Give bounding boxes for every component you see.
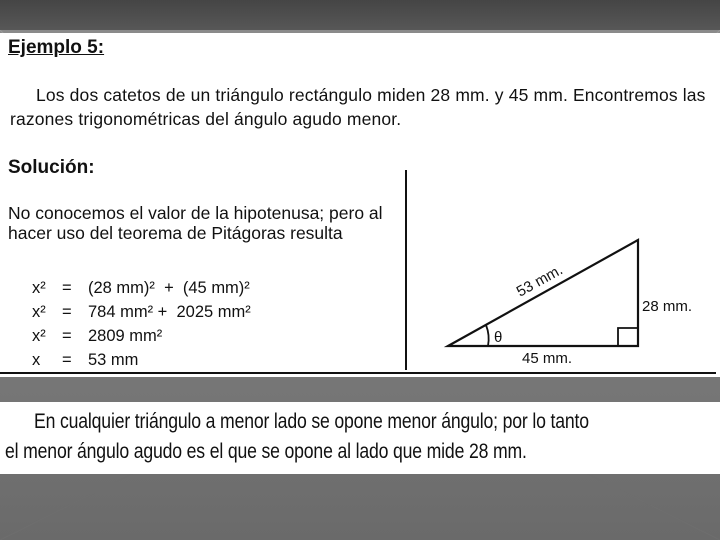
equation-operator: =	[62, 303, 72, 321]
equation-row	[32, 324, 251, 348]
equation-operator: =	[62, 327, 72, 345]
equation-rhs: 784 mm² + 2025 mm²	[88, 303, 251, 321]
equation-row	[32, 300, 251, 324]
triangle-shape	[448, 240, 638, 346]
intro-paragraph: Los dos catetos de un triángulo rectángulo miden 28 mm. y 45 mm. Encontremos las razones trigonométricas del ángulo agudo menor.	[10, 85, 706, 129]
example-heading: Ejemplo 5:	[8, 37, 105, 58]
note-line-2: el menor ángulo agudo es el que se opone al lado que mide 28 mm.	[5, 440, 527, 463]
equation-rhs: 53 mm	[88, 351, 139, 369]
vertical-leg-label: 28 mm.	[642, 298, 693, 315]
note-line-1: En cualquier triángulo a menor lado se opone menor ángulo; por lo tanto	[34, 410, 589, 433]
conclusion-note	[0, 402, 720, 474]
horizontal-leg-label: 45 mm.	[522, 350, 573, 367]
right-triangle-diagram	[440, 193, 720, 373]
equation-row	[32, 276, 251, 300]
equation-lhs: x²	[32, 327, 46, 345]
equation-rhs: 2809 mm²	[88, 327, 163, 345]
right-angle-marker	[618, 328, 638, 346]
angle-arc	[486, 325, 489, 346]
top-bar	[0, 0, 720, 30]
equation-operator: =	[62, 351, 72, 369]
solution-paragraph: No conocemos el valor de la hipotenusa; pero al hacer uso del teorema de Pitágoras resulta	[8, 203, 383, 243]
equation-lhs: x²	[32, 303, 46, 321]
equation-operator: =	[62, 279, 72, 297]
equation-lhs: x²	[32, 279, 46, 297]
equation-rhs: (28 mm)² + (45 mm)²	[88, 279, 250, 297]
hypotenuse-label: 53 mm.	[513, 261, 566, 301]
column-divider	[405, 170, 407, 370]
equation-list	[32, 276, 251, 372]
scanned-page	[0, 33, 720, 377]
angle-theta-label: θ	[494, 329, 503, 346]
equation-row	[32, 348, 251, 372]
solution-heading: Solución:	[8, 157, 95, 178]
bottom-rule	[0, 372, 716, 374]
equation-lhs: x	[32, 351, 41, 369]
